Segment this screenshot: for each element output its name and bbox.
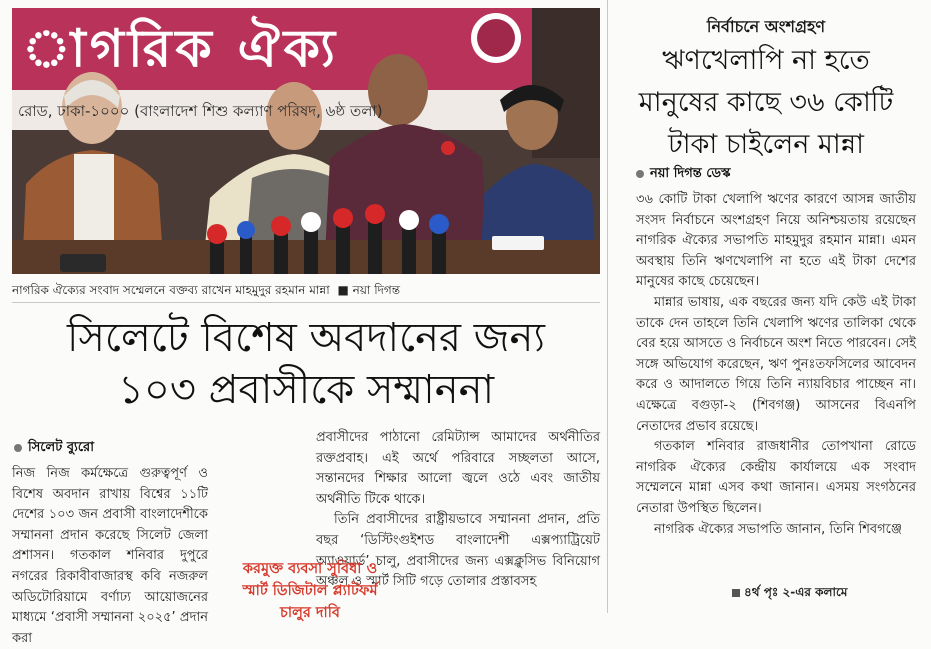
bullet-icon [636, 170, 644, 178]
right-byline [636, 164, 730, 185]
right-headline-line1: ঋণখেলাপি না হতে [662, 45, 870, 76]
right-paragraph-4: নাগরিক ঐক্যের সভাপতি জানান, তিনি শিবগঞ্জে [654, 521, 902, 537]
left-col1-paragraph: নিজ নিজ কর্মক্ষেত্রে গুরুত্বপূর্ণ ও বিশেষ অবদান রাখায় বিশ্বের ১১টি দেশের ১০৩ জন প্রবাসী বাংলাদেশীকে সম্মাননা প্রদান করেছে সিলেট জেলা প্রশাসন। গতকাল শনিবার দুপুরে নগরের রিকাবীবাজারস্থ কবি নজরুল অডিটোরিয়ামে বর্ণাঢ্য আয়োজনের মাধ্যমে ‘প্রবাসী সম্মাননা ২০২৫’ প্রদান করা [12, 466, 208, 646]
continue-note-text: ৪র্থ পৃঃ ২-এর কলামে [744, 585, 848, 599]
pullquote [212, 558, 408, 624]
caption-text: নাগরিক ঐক্যের সংবাদ সম্মেলনে বক্তব্য রাখেন মাহমুদুর রহমান মান্না [12, 283, 330, 297]
photo-caption [12, 282, 600, 302]
right-paragraph-3: গতকাল শনিবার রাজধানীর তোপখানা রোডে নাগরিক ঐক্যের কেন্দ্রীয় কার্যালয়ে এক সংবাদ সম্মেলনে মান্না এসব কথা জানান। এসময় সংগঠনের নেতারা উপস্থিত ছিলেন। [636, 439, 916, 516]
right-headline-line2: মানুষের কাছে ৩৬ কোটি [638, 87, 894, 118]
press-conference-photo [12, 8, 600, 274]
left-headline [12, 312, 600, 416]
left-byline [14, 438, 94, 459]
right-byline-text: নয়া দিগন্ত ডেস্ক [650, 166, 731, 181]
left-headline-line2: ১০৩ প্রবাসীকে সম্মাননা [117, 367, 495, 413]
right-paragraph-1: ৩৬ কোটি টাকা খেলাপি ঋণের কারণে আসন্ন জাতীয় সংসদ নির্বাচনে অংশগ্রহণ নিয়ে অনিশ্চয়তায় রয়েছেন নাগরিক ঐক্যের সভাপতি মাহমুদুর রহমান মান্না। এমন অবস্থায় তিনি ঋণখেলাপি না হতে এই টাকা দেশের মানুষের কাছে চেয়েছেন। [636, 192, 916, 290]
column-divider [607, 0, 608, 613]
pullquote-line1: করমুক্ত ব্যবসা সুবিধা ও [242, 561, 378, 577]
banner-text: াগরিক ঐক্য [22, 18, 340, 79]
left-col2-paragraph-1: প্রবাসীদের পাঠানো রেমিট্যান্স আমাদের অর্থনীতির রক্তপ্রবাহ। এই অর্থে পরিবারে সচ্ছলতা আসে, সন্তানদের শিক্ষার আলো জ্বলে ওঠে এবং জাতীয় অর্থনীতি টিকে থাকে। [316, 430, 600, 507]
banner-address: রোড, ঢাকা-১০০০ (বাংলাদেশ শিশু কল্যাণ পরিষদ, ৬ষ্ঠ তলা) [18, 102, 383, 120]
right-article-body [636, 190, 916, 584]
caption-source: ■ নয়া দিগন্ত [337, 283, 401, 297]
left-byline-text: সিলেট ব্যুরো [28, 440, 94, 455]
bullet-icon [14, 444, 22, 452]
right-headline-line3: টাকা চাইলেন মান্না [667, 129, 865, 160]
right-headline [616, 40, 916, 166]
pullquote-line2: স্মার্ট ডিজিটাল প্ল্যাটফর্ম [242, 583, 378, 599]
left-headline-line1: সিলেটে বিশেষ অবদানের জন্য [67, 315, 545, 361]
left-col2-paragraph-2: তিনি প্রবাসীদের রাষ্ট্রীয়ভাবে সম্মাননা প্রদান, প্রতি বছর ‘ডিস্টিংগুইশড বাংলাদেশী এক্সপ্যাট্রিয়েট অ্যাওয়ার্ড’ চালু, প্রবাসীদের জন্য এক্সক্লুসিভ বিনিয়োগ অঞ্চল ও স্মার্ট সিটি গড়ে তোলার প্রস্তাবসহ [316, 512, 600, 590]
left-column-1 [12, 464, 208, 646]
divider [12, 302, 600, 303]
right-paragraph-2: মান্নার ভাষায়, এক বছরের জন্য যদি কেউ এই টাকা তাকে দেন তাহলে তিনি খেলাপি ঋণের তালিকা থেকে বের হয়ে আসতে ও নির্বাচনে অংশ নিতে পারবেন। সেই সঙ্গে অভিযোগ করেছেন, ঋণ পুনঃতফসিলের আবেদন করে ও আদালতে গিয়ে তিনি ন্যায়বিচার পাচ্ছেন না। এক্ষেত্রে বগুড়া-২ (শিবগঞ্জ) আসনের বিএনপি নেতাদের প্রভাব রয়েছে। [636, 294, 916, 434]
right-kicker: নির্বাচনে অংশগ্রহণ [706, 17, 826, 36]
square-bullet-icon [732, 589, 740, 597]
pullquote-line3: চালুর দাবি [280, 605, 340, 621]
continue-note [732, 584, 847, 604]
